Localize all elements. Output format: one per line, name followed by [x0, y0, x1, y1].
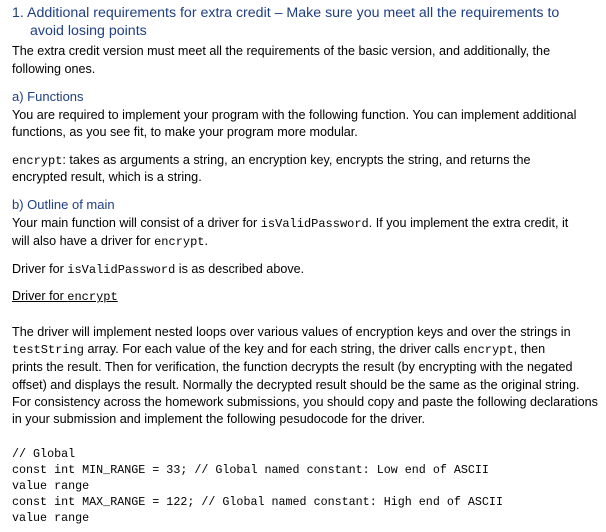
outline-text: . [204, 234, 209, 248]
section-1-paragraph-line-2: following ones. [12, 62, 96, 76]
is-valid-password-code: isValidPassword [260, 217, 369, 231]
functions-paragraph-line-2: functions, as you see fit, to make your program more modular. [12, 125, 358, 139]
outline-text: will also have a driver for [12, 234, 155, 248]
code-line-2: const int MIN_RANGE = 33; // Global named constant: Low end of ASCII [12, 463, 489, 477]
driver-text: Driver for [12, 262, 68, 276]
outline-text: . If you implement the extra credit, it [368, 216, 569, 230]
encrypt-description-line-1 [12, 152, 531, 169]
outline-paragraph-line-2 [12, 233, 208, 250]
section-1-title-line-1: 1. Additional requirements for extra credit – Make sure you meet all the requirements to [12, 5, 560, 21]
is-valid-password-code: isValidPassword [67, 263, 176, 277]
encrypt-description-line-2: encrypted result, which is a string. [12, 170, 202, 184]
driver-text: Driver for [12, 289, 68, 303]
section-1-paragraph-line-1: The extra credit version must meet all the requirements of the basic version, and additionally, the [12, 44, 551, 58]
test-string-code: testString [12, 343, 85, 357]
outline-paragraph-line-1 [12, 215, 568, 232]
driver-text: is as described above. [175, 262, 305, 276]
driver-body-line-2 [12, 341, 545, 358]
functions-heading: a) Functions [12, 89, 84, 104]
driver-encrypt-heading [12, 288, 118, 305]
outline-text: Your main function will consist of a driver for [12, 216, 261, 230]
driver-body-line-1: The driver will implement nested loops over various values of encryption keys and over the strings in [12, 325, 571, 339]
encrypt-code: encrypt [154, 235, 205, 249]
code-line-3: value range [12, 479, 90, 493]
code-line-1: // Global [12, 447, 76, 461]
code-line-5: value range [12, 511, 90, 525]
driver-body-text: array. For each value of the key and for each string, the driver calls [84, 342, 464, 356]
outline-heading: b) Outline of main [12, 197, 115, 212]
driver-body-line-4: offset) and displays the result. Normally the decrypted result should be the same as the original string. [12, 378, 580, 392]
driver-body-line-3: prints the result. Then for verification, the function decrypts the result (by encrypting with the negated [12, 360, 573, 374]
code-line-4: const int MAX_RANGE = 122; // Global named constant: High end of ASCII [12, 495, 503, 509]
driver-body-line-6: in your submission and implement the following pesudocode for the driver. [12, 412, 426, 426]
encrypt-code: encrypt [463, 343, 514, 357]
encrypt-description-text: : takes as arguments a string, an encryption key, encrypts the string, and returns the [62, 153, 531, 167]
encrypt-code: encrypt [67, 290, 118, 304]
driver-is-valid-password-line [12, 261, 304, 278]
functions-paragraph-line-1: You are required to implement your program with the following function. You can implement additional [12, 108, 577, 122]
driver-body-line-5: For consistency across the homework submissions, you should copy and paste the following declarations [12, 395, 598, 409]
driver-body-text: , then [513, 342, 546, 356]
encrypt-function-name: encrypt [12, 154, 63, 168]
section-1-title-line-2: avoid losing points [30, 23, 147, 39]
